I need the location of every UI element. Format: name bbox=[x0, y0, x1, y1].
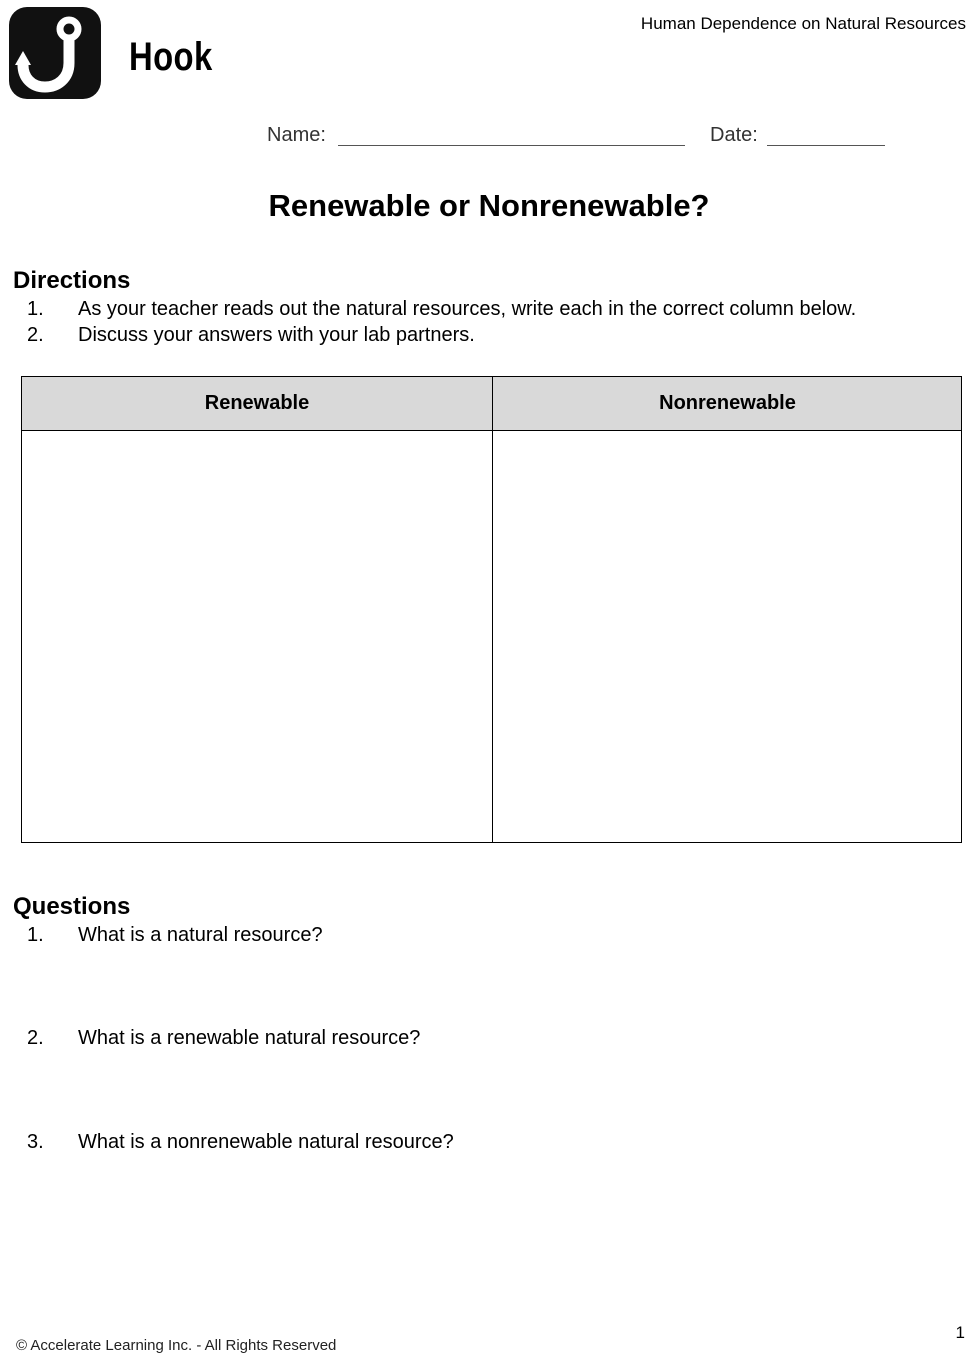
questions-heading: Questions bbox=[13, 893, 131, 920]
list-text: What is a nonrenewable natural resource? bbox=[78, 1131, 454, 1153]
list-number: 2. bbox=[27, 1027, 44, 1049]
hook-icon bbox=[9, 7, 101, 99]
list-number: 1. bbox=[27, 924, 44, 946]
list-text: What is a natural resource? bbox=[78, 924, 323, 946]
list-number: 2. bbox=[27, 324, 44, 346]
copyright-notice: © Accelerate Learning Inc. - All Rights Reserved bbox=[16, 1337, 337, 1354]
list-text: Discuss your answers with your lab partners. bbox=[78, 324, 475, 346]
directions-heading: Directions bbox=[13, 267, 131, 294]
renewable-answer-cell[interactable] bbox=[22, 431, 492, 842]
nonrenewable-answer-cell[interactable] bbox=[493, 431, 962, 842]
name-label: Name: bbox=[267, 124, 326, 146]
column-header-renewable: Renewable bbox=[204, 392, 310, 414]
date-field[interactable] bbox=[767, 145, 885, 146]
page-title: Renewable or Nonrenewable? bbox=[268, 188, 710, 223]
name-field[interactable] bbox=[338, 145, 685, 146]
list-text: As your teacher reads out the natural resources, write each in the correct column below. bbox=[78, 298, 857, 320]
date-label: Date: bbox=[710, 124, 758, 146]
page-number: 1 bbox=[955, 1323, 965, 1342]
list-number: 3. bbox=[27, 1131, 44, 1153]
unit-title: Human Dependence on Natural Resources bbox=[640, 14, 966, 33]
sorting-table bbox=[21, 376, 962, 843]
column-header-nonrenewable: Nonrenewable bbox=[659, 392, 796, 414]
logo-label: Hook bbox=[129, 35, 213, 79]
list-number: 1. bbox=[27, 298, 44, 320]
list-text: What is a renewable natural resource? bbox=[78, 1027, 421, 1049]
